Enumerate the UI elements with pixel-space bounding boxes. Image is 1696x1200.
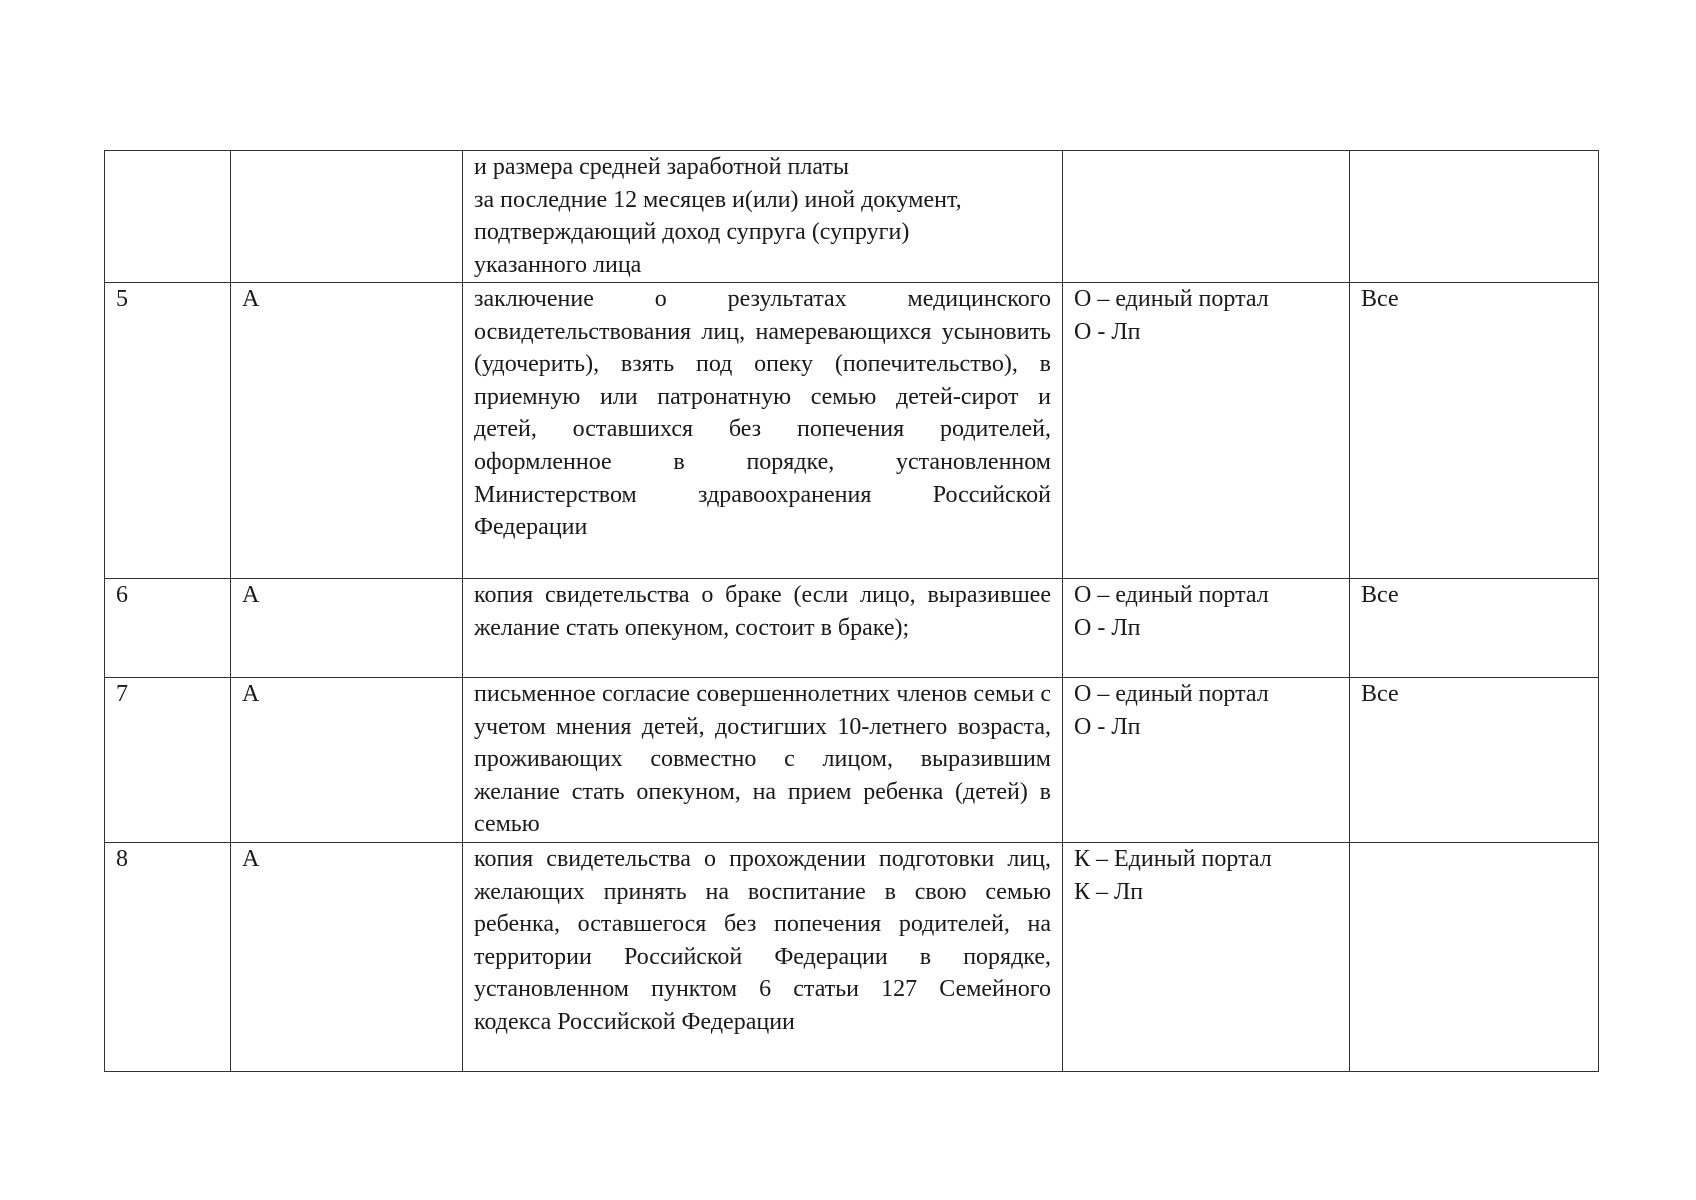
applicants-cell: Все	[1350, 283, 1599, 579]
submission-format-line: О – единый портал	[1074, 582, 1269, 608]
document-description-cell: и размера средней заработной платы за последние 12 месяцев и(или) иной документ, подтверждающий доход супруга (супруги) указанного лица	[463, 151, 1063, 283]
table-row	[105, 151, 1599, 283]
category-cell: А	[231, 579, 463, 678]
applicants-cell	[1350, 843, 1599, 1072]
document-description-cell: письменное согласие совершеннолетних членов семьи с учетом мнения детей, достигших 10-летнего возраста, проживающих совместно с лицом, выразившим желание стать опекуном, на прием ребенка (детей) в семью	[463, 678, 1063, 843]
submission-format-line: О - Лп	[1074, 713, 1141, 740]
submission-format-cell	[1063, 283, 1350, 579]
row-number-cell: 8	[105, 843, 231, 1072]
document-description-cell: копия свидетельства о браке (если лицо, выразившее желание стать опекуном, состоит в браке);	[463, 579, 1063, 678]
row-number-cell: 6	[105, 579, 231, 678]
document-description-cell: заключение о результатах медицинского освидетельствования лиц, намеревающихся усыновить (удочерить), взять под опеку (попечительство), в приемную или патронатную семью детей-сирот и детей, оставшихся без попечения родителей, оформленное в порядке, установленном Министерством здравоохранения Российской Федерации	[463, 283, 1063, 579]
category-cell: А	[231, 678, 463, 843]
submission-format-cell	[1063, 843, 1350, 1072]
table-row	[105, 283, 1599, 579]
table-row	[105, 579, 1599, 678]
submission-format-line: К – Лп	[1074, 878, 1144, 905]
row-number-cell	[105, 151, 231, 283]
submission-format-line: К – Единый портал	[1074, 846, 1272, 872]
submission-format-line: О – единый портал	[1074, 681, 1269, 707]
submission-format-cell	[1063, 151, 1350, 283]
submission-format-line: О - Лп	[1074, 614, 1141, 641]
applicants-cell: Все	[1350, 579, 1599, 678]
row-number-cell: 7	[105, 678, 231, 843]
category-cell: А	[231, 843, 463, 1072]
documents-table	[104, 150, 1599, 1072]
category-cell	[231, 151, 463, 283]
submission-format-line: О - Лп	[1074, 318, 1141, 345]
applicants-cell	[1350, 151, 1599, 283]
table-row	[105, 678, 1599, 843]
table-row	[105, 843, 1599, 1072]
submission-format-line: О – единый портал	[1074, 286, 1269, 312]
row-number-cell: 5	[105, 283, 231, 579]
category-cell: А	[231, 283, 463, 579]
submission-format-cell	[1063, 579, 1350, 678]
document-description-cell: копия свидетельства о прохождении подготовки лиц, желающих принять на воспитание в свою семью ребенка, оставшегося без попечения родителей, на территории Российской Федерации в порядке, установленном пунктом 6 статьи 127 Семейного кодекса Российской Федерации	[463, 843, 1063, 1072]
submission-format-cell	[1063, 678, 1350, 843]
applicants-cell: Все	[1350, 678, 1599, 843]
